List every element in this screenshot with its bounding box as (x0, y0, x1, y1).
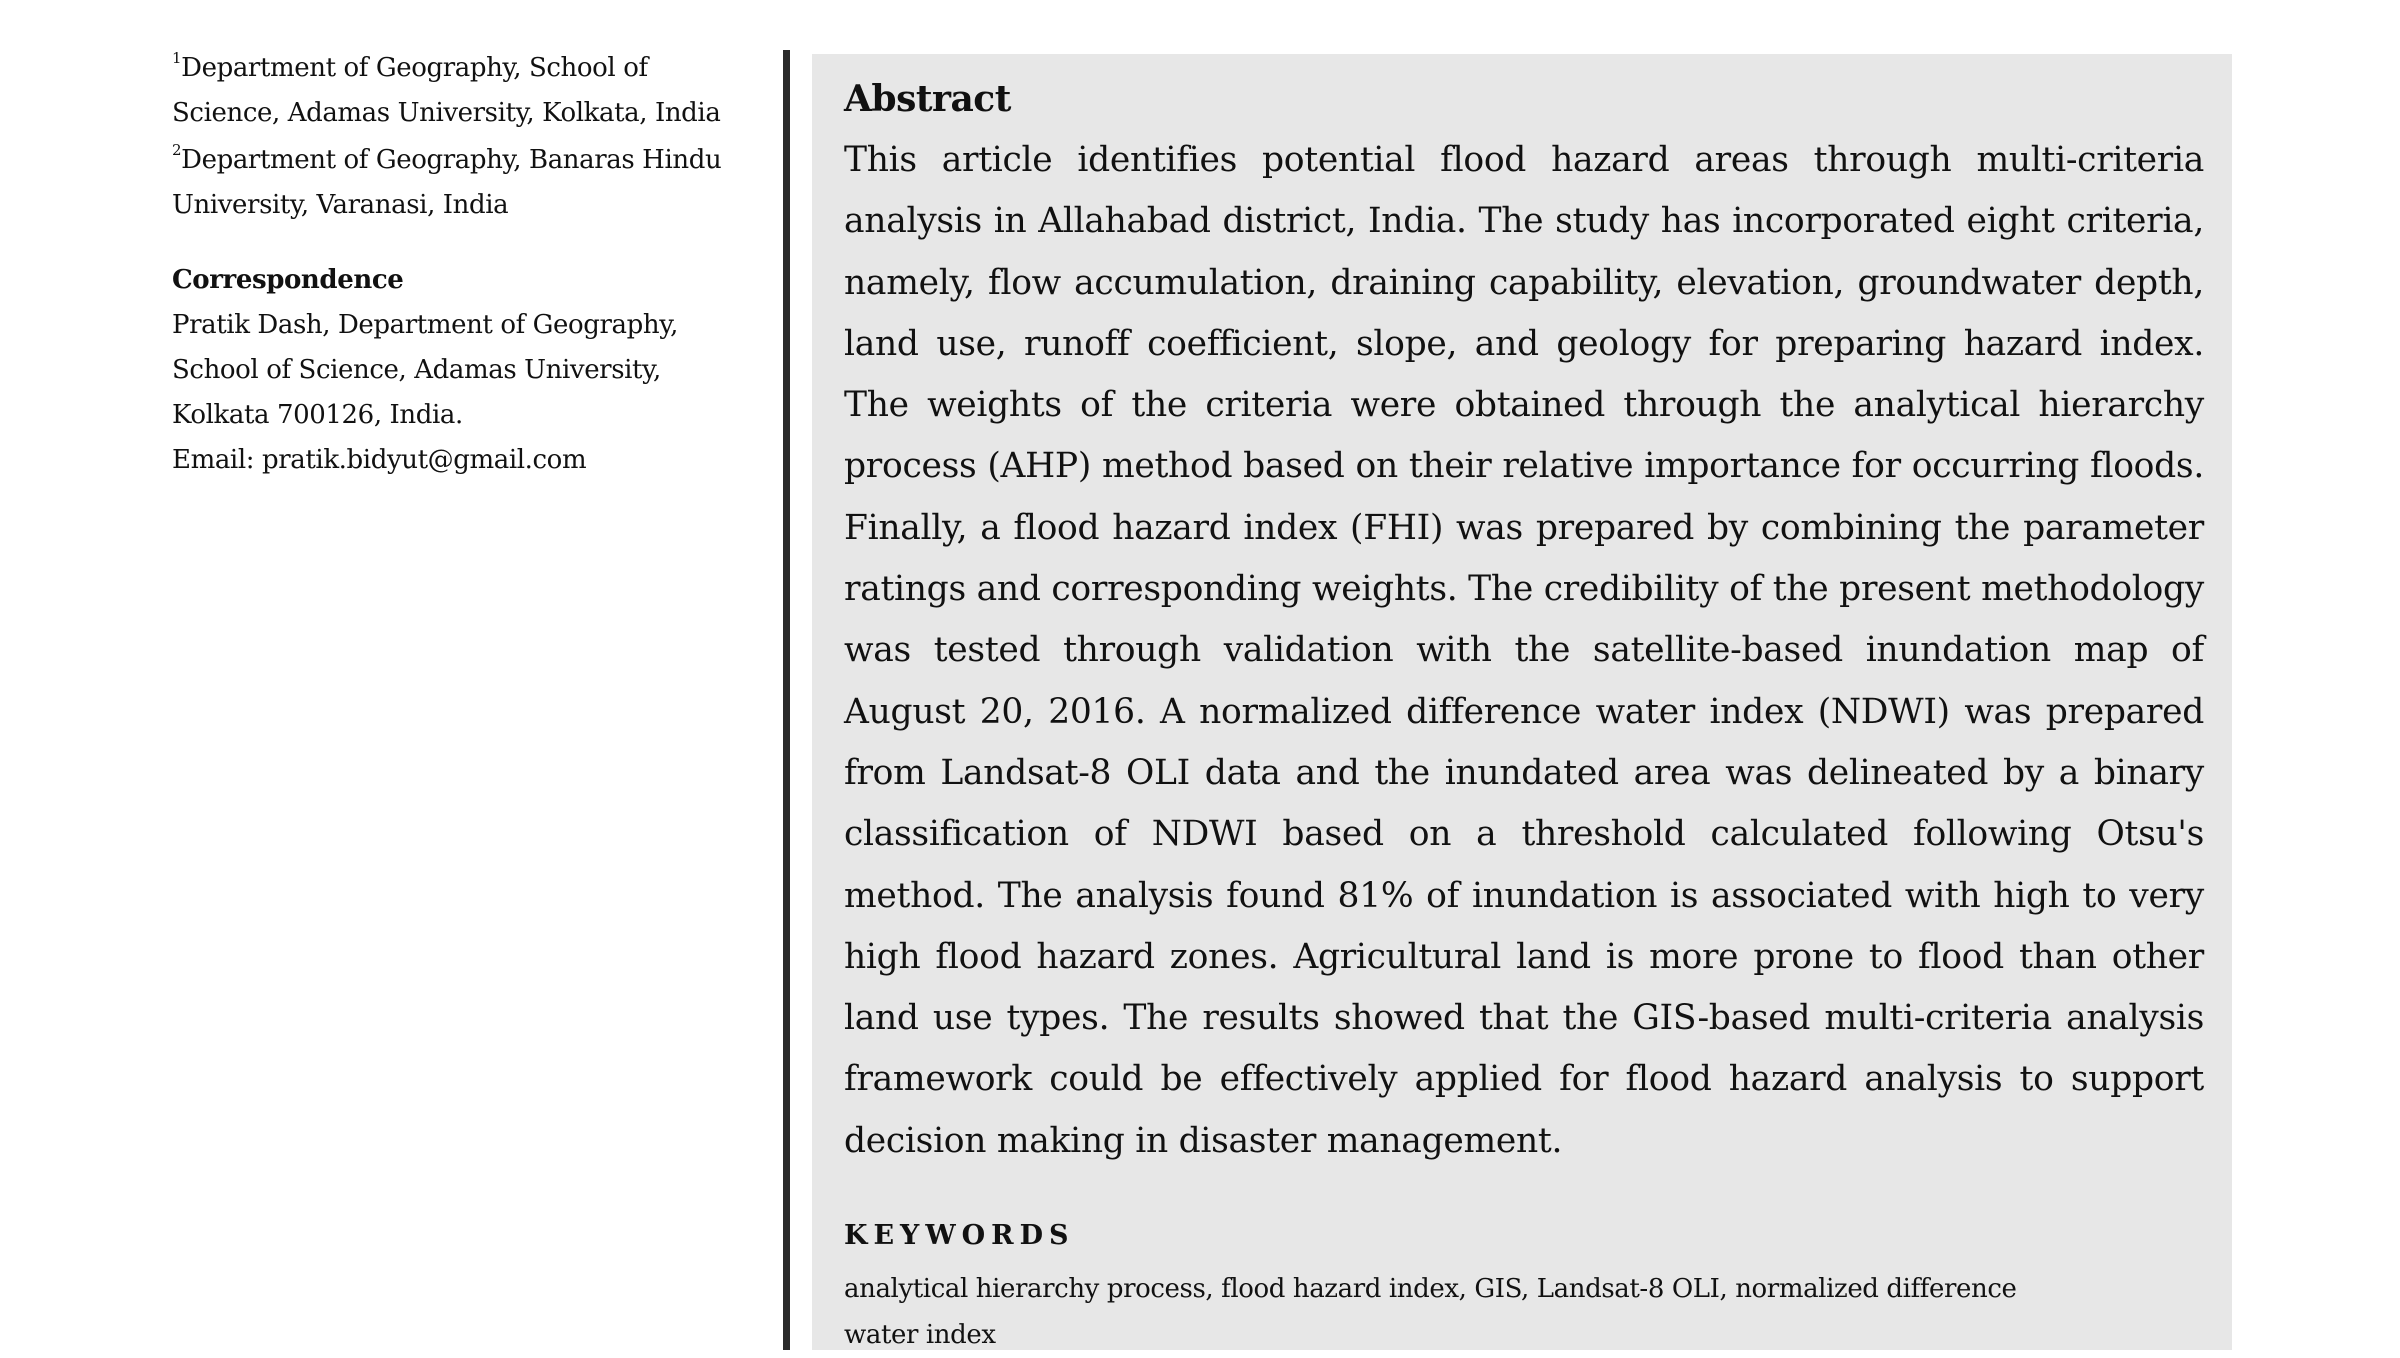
keywords-text: analytical hierarchy process, flood hazard index, GIS, Landsat-8 OLI, normalized difference water index (844, 1274, 2017, 1351)
author-info-column (172, 46, 732, 483)
abstract-heading: Abstract (844, 78, 1011, 120)
abstract-text: This article identifies potential flood hazard areas through multi-criteria analysis in Allahabad district, India. The study has incorporated eight criteria, namely, flow accumulation, draining capability, elevation, groundwater depth, land use, runoff coefficient, slope, and geology for preparing hazard index. The weights of the criteria were obtained through the analytical hierarchy process (AHP) method based on their relative importance for occurring floods. Finally, a flood hazard index (FHI) was prepared by combining the parameter ratings and corresponding weights. The credibility of the present methodology was tested through validation with the satellite-based inundation map of August 20, 2016. A normalized difference water index (NDWI) was prepared from Landsat-8 OLI data and the inundated area was delineated by a binary classification of NDWI based on a threshold calculated following Otsu's method. The analysis found 81% of inundation is associated with high to very high flood hazard zones. Agricultural land is more prone to flood than other land use types. The results showed that the GIS-based multi-criteria analysis framework could be effectively applied for flood hazard analysis to support decision making in disaster management. (844, 140, 2204, 1161)
correspondence-email: Email: pratik.bidyut@gmail.com (172, 445, 587, 475)
column-divider (783, 50, 790, 1350)
affiliation-1 (172, 46, 732, 136)
correspondence-line: Kolkata 700126, India. (172, 400, 463, 430)
correspondence-line: School of Science, Adamas University, (172, 355, 661, 385)
affiliation-1-superscript: 1 (172, 49, 182, 68)
affiliation-2-text: Department of Geography, Banaras Hindu University, Varanasi, India (172, 145, 722, 220)
affiliation-2 (172, 138, 732, 228)
affiliation-1-text: Department of Geography, School of Science, Adamas University, Kolkata, India (172, 53, 721, 128)
correspondence-heading: Correspondence (172, 265, 404, 295)
affiliation-2-superscript: 2 (172, 141, 182, 160)
correspondence-line: Pratik Dash, Department of Geography, (172, 310, 678, 340)
abstract-box (812, 54, 2232, 1350)
keywords-heading: KEYWORDS (844, 1220, 1075, 1252)
